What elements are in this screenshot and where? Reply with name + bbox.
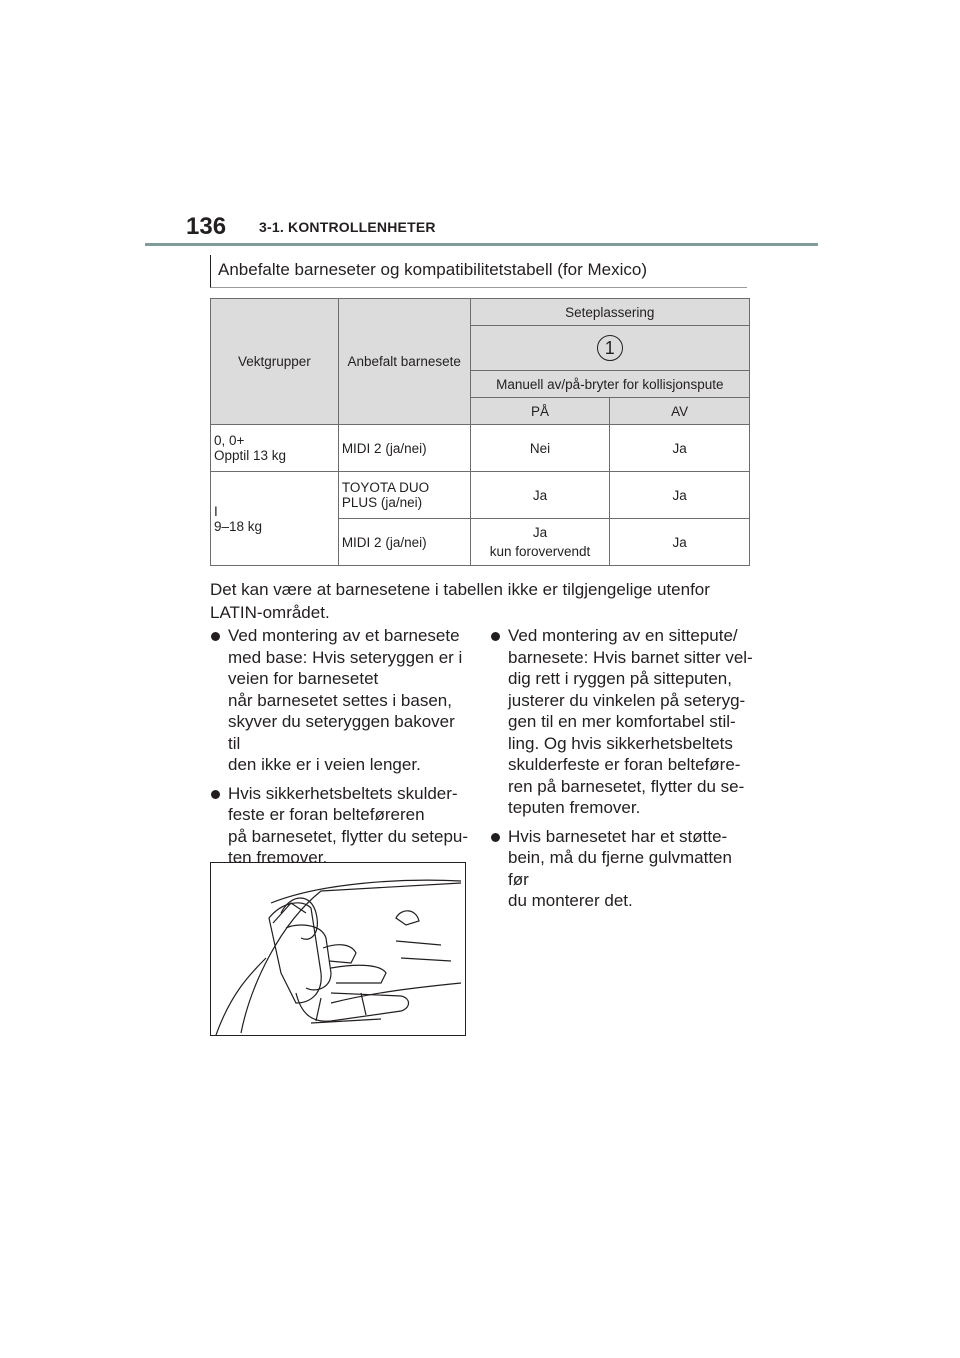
right-bullet-list <box>490 625 755 919</box>
weight-range-label: Opptil 13 kg <box>214 448 287 463</box>
child-seat-illustration <box>210 862 466 1036</box>
weight-group-label: I <box>214 503 218 519</box>
page-number: 136 <box>186 213 227 240</box>
header-recommended-seat: Anbefalt barnesete <box>338 299 470 425</box>
bullet-icon <box>491 833 500 842</box>
header-on: PÅ <box>470 398 610 425</box>
on-value: Ja <box>532 525 548 540</box>
bullet-icon <box>211 632 220 641</box>
list-item: Hvis sikkerhetsbeltets skulder- feste er foran belteføreren på barnesetet, flytter du setepu- ten fremover. <box>210 783 470 869</box>
header-airbag-switch: Manuell av/på-bryter for kollisjonspute <box>470 371 749 398</box>
list-item: Ved montering av et barnesete med base: Hvis seteryggen er i veien for barnesetet når barnesetet settes i basen, skyver du seteryggen bakover til den ikke er i veien lenger. <box>210 625 470 776</box>
compatibility-table <box>210 298 750 566</box>
list-item: Ved montering av en sittepute/ barnesete: Hvis barnet sitter vel- dig rett i ryggen på sitteputen, justerer du vinkelen på seteryg- gen til en mer komfortabel stil- ling. Og hvis sikkerhetsbeltets skulderfeste er foran belteføre- ren på barnesetet, flytter du se- teputen fremover. <box>490 625 755 819</box>
seat-cell: MIDI 2 (ja/nei) <box>338 519 470 566</box>
section-title: 3-1. KONTROLLENHETER <box>259 219 436 235</box>
weight-cell <box>211 472 339 566</box>
seat-cell <box>338 472 470 519</box>
weight-range-label: 9–18 kg <box>214 518 263 534</box>
seat-name-line: TOYOTA DUO <box>341 480 430 495</box>
on-cell: Ja <box>470 472 610 519</box>
table-row <box>211 425 750 472</box>
table-caption: Anbefalte barneseter og kompatibilitetstabell (for Mexico) <box>218 260 647 279</box>
off-cell: Ja <box>610 472 750 519</box>
table-row <box>211 472 750 519</box>
left-bullet-list <box>210 625 470 876</box>
header-seat-number-cell <box>470 326 749 371</box>
off-cell: Ja <box>610 425 750 472</box>
header-off: AV <box>610 398 750 425</box>
list-item: Hvis barnesetet har et støtte- bein, må du fjerne gulvmatten før du monterer det. <box>490 826 755 912</box>
seat-name-line: PLUS (ja/nei) <box>341 495 423 510</box>
seat-number-badge: 1 <box>597 335 623 361</box>
header-divider <box>145 243 818 246</box>
on-cell <box>470 519 610 566</box>
on-cell: Nei <box>470 425 610 472</box>
bullet-icon <box>211 790 220 799</box>
bullet-icon <box>491 632 500 641</box>
weight-cell <box>211 425 339 472</box>
header-seat-position: Seteplassering <box>470 299 749 326</box>
off-cell: Ja <box>610 519 750 566</box>
on-note: kun forovervendt <box>489 544 591 559</box>
weight-group-label: 0, 0+ <box>214 433 245 448</box>
seat-cell: MIDI 2 (ja/nei) <box>338 425 470 472</box>
intro-paragraph: Det kan være at barnesetene i tabellen ikke er tilgjengelige utenfor LATIN-området. <box>210 580 710 622</box>
car-seat-drawing-icon <box>211 863 465 1035</box>
header-weight-group: Vektgrupper <box>211 299 339 425</box>
